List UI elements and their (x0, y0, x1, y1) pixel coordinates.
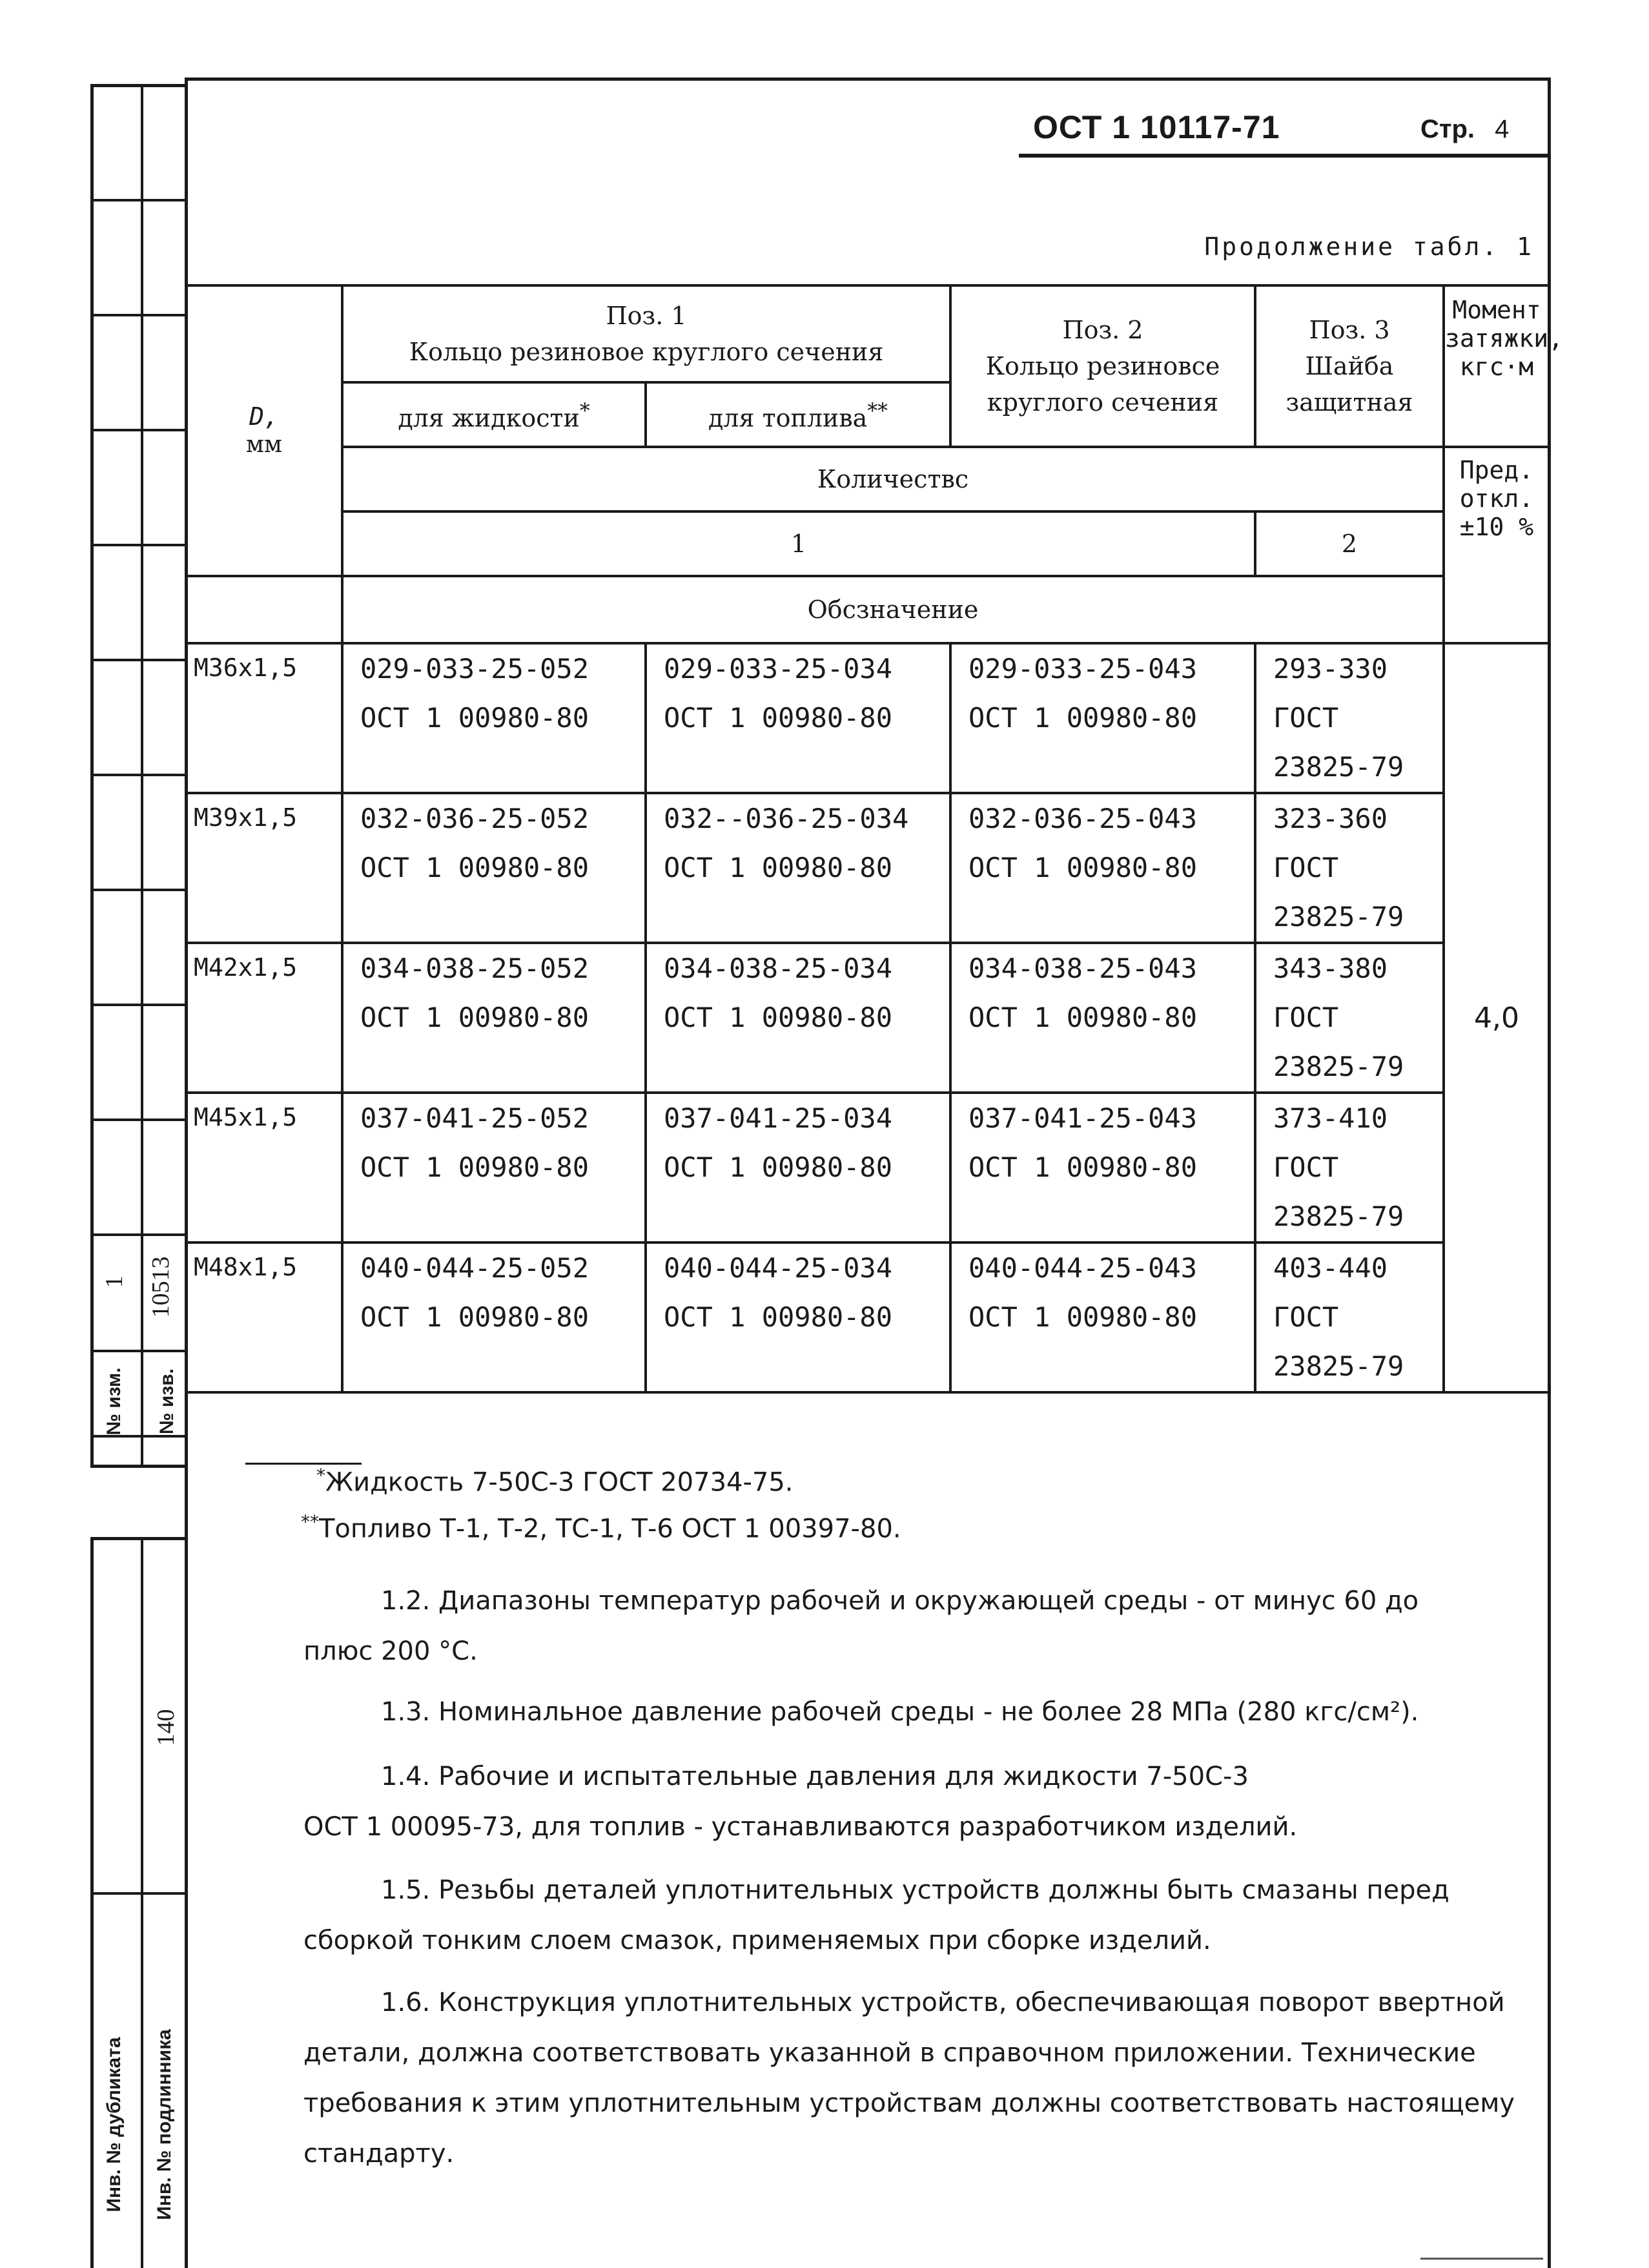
pos2-ring-cell: 040-044-25-043 ОСТ 1 00980-80 (950, 1242, 1255, 1392)
liquid-ring-cell: 032-036-25-052 ОСТ 1 00980-80 (342, 793, 646, 943)
original-inventory-number: 140 (152, 1709, 179, 1746)
washer-cell: 293-330 ГОСТ 23825-79 (1255, 643, 1444, 793)
paragraph-1-2: 1.2. Диапазоны температур рабочей и окружающей среды - от минус 60 до плюс 200 °С. (303, 1586, 1419, 1666)
pos1-fuel-header: для топлива** (646, 382, 950, 447)
fuel-ring-cell: 034-038-25-034 ОСТ 1 00980-80 (646, 943, 950, 1093)
side-strip (90, 84, 185, 2268)
table-continuation-label: Продолжение табл. 1 (1204, 232, 1534, 261)
quantity-header: Количествс (342, 447, 1444, 511)
table-row (187, 943, 1548, 1093)
torque-value: 4,0 (1444, 643, 1548, 1392)
document-code: ОСТ 1 10117-71 (1033, 109, 1280, 145)
change-number: 1 (101, 1275, 128, 1288)
paragraph-1-3: 1.3. Номинальное давление рабочей среды - не более 28 МПа (280 кгс/см²). (381, 1697, 1419, 1727)
fuel-ring-cell: 029-033-25-034 ОСТ 1 00980-80 (646, 643, 950, 793)
page-indicator (1420, 115, 1509, 144)
diameter-header: D, мм (187, 285, 342, 576)
header-underline (1019, 154, 1548, 158)
bottom-rule (1420, 2258, 1543, 2260)
change-no-label: № изм. (103, 1367, 125, 1436)
thread-cell: М36x1,5 (187, 643, 342, 793)
pos1-header: Поз. 1 Кольцо резиновое круглого сечения (342, 285, 950, 382)
footnote-fuel: **Топливо Т-1, Т-2, ТС-1, Т-6 ОСТ 1 00397-80. (301, 1511, 901, 1544)
liquid-ring-cell: 034-038-25-052 ОСТ 1 00980-80 (342, 943, 646, 1093)
designation-header: Обсзначение (342, 576, 1444, 643)
fuel-ring-cell: 037-041-25-034 ОСТ 1 00980-80 (646, 1093, 950, 1242)
fuel-ring-cell: 040-044-25-034 ОСТ 1 00980-80 (646, 1242, 950, 1392)
pos2-ring-cell: 029-033-25-043 ОСТ 1 00980-80 (950, 643, 1255, 793)
washer-cell: 323-360 ГОСТ 23825-79 (1255, 793, 1444, 943)
table-row (187, 1242, 1548, 1392)
washer-cell: 403-440 ГОСТ 23825-79 (1255, 1242, 1444, 1392)
footnote-liquid: *Жидкость 7-50С-3 ГОСТ 20734-75. (316, 1465, 794, 1498)
quantity-value-pos3: 2 (1255, 511, 1444, 576)
liquid-ring-cell: 040-044-25-052 ОСТ 1 00980-80 (342, 1242, 646, 1392)
washer-cell: 343-380 ГОСТ 23825-79 (1255, 943, 1444, 1093)
page-label: Стр. (1420, 115, 1475, 143)
torque-header: Момент затяжки, кгс·м (1444, 285, 1548, 447)
pos3-header: Поз. 3 Шайба защитная (1255, 285, 1444, 447)
table-row (187, 1093, 1548, 1242)
thread-cell: М45x1,5 (187, 1093, 342, 1242)
pos2-ring-cell: 034-038-25-043 ОСТ 1 00980-80 (950, 943, 1255, 1093)
liquid-ring-cell: 037-041-25-052 ОСТ 1 00980-80 (342, 1093, 646, 1242)
thread-cell: М42x1,5 (187, 943, 342, 1093)
washer-cell: 373-410 ГОСТ 23825-79 (1255, 1093, 1444, 1242)
paragraph-1-6: 1.6. Конструкция уплотнительных устройств, обеспечивающая поворот ввертной детали, должна соответствовать указанной в справочном приложении. Технические требования к этим уплотнительным устройствам должны соответствовать настоящему стандарту. (303, 1988, 1515, 2169)
table-row (187, 793, 1548, 943)
pos1-liquid-header: для жидкости* (342, 382, 646, 447)
notice-number: 10513 (147, 1256, 174, 1318)
notice-no-label: № изв. (156, 1368, 178, 1434)
duplicate-inventory-label: Инв. № дубликата (103, 2037, 125, 2212)
spec-table (187, 284, 1564, 1394)
page-number: 4 (1495, 115, 1510, 143)
table-row (187, 643, 1548, 793)
paragraph-1-4: 1.4. Рабочие и испытательные давления для жидкости 7-50С-3 ОСТ 1 00095-73, для топлив - устанавливаются разработчиком изделий. (303, 1762, 1298, 1842)
pos2-ring-cell: 032-036-25-043 ОСТ 1 00980-80 (950, 793, 1255, 943)
original-inventory-label: Инв. № подлинника (154, 2029, 175, 2220)
pos2-header: Поз. 2 Кольцо резиновсе круглого сечения (950, 285, 1255, 447)
paragraph-1-5: 1.5. Резьбы деталей уплотнительных устройств должны быть смазаны перед сборкой тонким слоем смазок, применяемых при сборке изделий. (303, 1875, 1449, 1955)
quantity-value-pos1-2: 1 (342, 511, 1255, 576)
thread-cell: М39x1,5 (187, 793, 342, 943)
liquid-ring-cell: 029-033-25-052 ОСТ 1 00980-80 (342, 643, 646, 793)
thread-cell: М48x1,5 (187, 1242, 342, 1392)
fuel-ring-cell: 032--036-25-034 ОСТ 1 00980-80 (646, 793, 950, 943)
tolerance-header: Пред. откл. ±10 % (1444, 447, 1548, 643)
pos2-ring-cell: 037-041-25-043 ОСТ 1 00980-80 (950, 1093, 1255, 1242)
